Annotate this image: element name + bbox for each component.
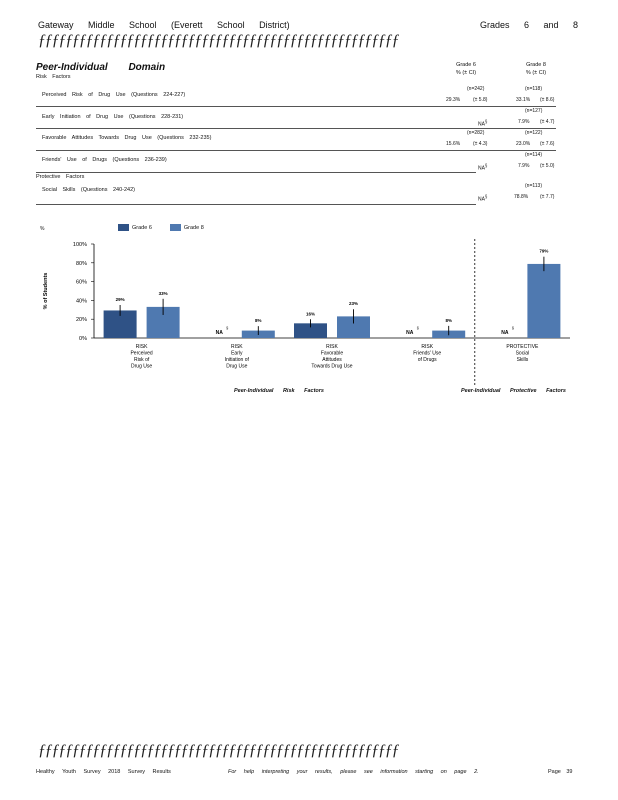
row-g8-pct: 78.8%: [514, 194, 529, 200]
bar-value-label: 8%: [255, 318, 262, 324]
domain-label-protective: Peer-Individual Protective Factors: [461, 388, 566, 394]
y-axis-label: % of Students: [43, 272, 49, 310]
row-g8-n: (n=127): [525, 108, 543, 114]
row-g6-n: (n=242): [467, 86, 485, 92]
na-label: NA: [406, 330, 414, 336]
protective-factors-heading: Protective Factors: [36, 174, 85, 180]
grade6-title: Grade 6: [456, 62, 476, 68]
row-g6-ci: (± 4.3): [473, 141, 488, 147]
row-label: Early Initiation of Drug Use (Questions 228-231): [42, 114, 184, 120]
row-g6-n: (n=282): [467, 130, 485, 136]
grades-label: Grades 6 and 8: [479, 20, 578, 30]
row-g8-pct: 23.0%: [516, 141, 531, 147]
x-category-label: RISK Early Initiation of Drug Use: [224, 344, 249, 370]
school-name: Gateway Middle School (Everett School District): [38, 20, 290, 30]
footer-help-text: For help interpreting your results, please see information starting on page 2.: [228, 769, 479, 775]
row-g8-n: (n=113): [525, 183, 543, 189]
row-g8-ci: (± 4.7): [540, 119, 555, 125]
y-tick-label: 40%: [75, 298, 87, 305]
row-g8-n: (n=118): [525, 86, 543, 92]
row-g6-pct: NA§: [478, 194, 488, 203]
row-g8-pct: 7.9%: [518, 163, 530, 169]
percent-symbol: %: [40, 226, 45, 232]
row-g8-ci: (± 8.6): [540, 97, 555, 103]
row-g6-pct: NA§: [478, 119, 488, 128]
grade8-title: Grade 8: [526, 62, 546, 68]
bar-value-label: 8%: [445, 317, 452, 323]
bar-grade-8: [527, 264, 560, 338]
row-g6-pct: 29.3%: [446, 97, 461, 103]
footer-survey-title: Healthy Youth Survey 2018 Survey Results: [36, 769, 171, 775]
domain-title: Peer-Individual Domain: [36, 62, 166, 73]
bar-value-label: 29%: [115, 297, 125, 303]
bar-value-label: 23%: [348, 301, 359, 307]
top-separator: ƒƒƒƒƒƒƒƒƒƒƒƒƒƒƒƒƒƒƒƒƒƒƒƒƒƒƒƒƒƒƒƒƒƒƒƒƒƒƒƒƒƒƒƒƒƒƒƒƒƒƒƒƒ: [38, 32, 399, 49]
na-footnote-mark: §: [511, 325, 515, 330]
na-label: NA: [215, 330, 223, 336]
legend-label-grade6: Grade 6: [132, 224, 152, 231]
y-tick-label: 20%: [75, 317, 87, 324]
y-tick-label: 60%: [75, 279, 87, 286]
y-tick-label: 80%: [75, 260, 87, 267]
domain-label-risk: Peer-Individual Risk Factors: [234, 388, 324, 394]
grade8-subtitle: % (± CI): [525, 70, 547, 76]
na-footnote-mark: §: [226, 325, 229, 330]
risk-factors-heading: Risk Factors: [36, 74, 71, 80]
row-label: Friends' Use of Drugs (Questions 236-239): [42, 157, 167, 163]
row-g8-n: (n=114): [525, 152, 543, 158]
x-category-label: RISK Friends' Use of Drugs: [413, 344, 442, 363]
na-label: NA: [501, 330, 509, 336]
bar-value-label: 79%: [539, 248, 549, 254]
bottom-separator: ƒƒƒƒƒƒƒƒƒƒƒƒƒƒƒƒƒƒƒƒƒƒƒƒƒƒƒƒƒƒƒƒƒƒƒƒƒƒƒƒƒƒƒƒƒƒƒƒƒƒƒƒƒ: [38, 742, 399, 759]
footer-page-number: Page 39: [548, 769, 573, 775]
row-g8-ci: (± 7.7): [540, 194, 555, 200]
row-g8-n: (n=122): [525, 130, 543, 136]
y-tick-label: 100%: [72, 242, 87, 248]
x-category-label: RISK Favorable Attitudes Towards Drug Use: [311, 344, 353, 370]
y-tick-label: 0%: [79, 336, 87, 342]
row-g6-pct: NA§: [478, 163, 488, 172]
na-footnote-mark: §: [416, 325, 419, 330]
row-g8-pct: 33.1%: [516, 97, 531, 103]
row-g6-ci: (± 5.8): [473, 97, 488, 103]
bar-value-label: 33%: [158, 290, 168, 296]
grade6-subtitle: % (± CI): [455, 70, 477, 76]
row-g8-pct: 7.9%: [518, 119, 530, 125]
x-category-label: PROTECTIVE Social Skills: [506, 344, 539, 363]
row-label: Favorable Attitudes Towards Drug Use (Questions 232-235): [42, 135, 212, 141]
row-g8-ci: (± 5.0): [540, 163, 555, 169]
row-label: Social Skills (Questions 240-242): [42, 187, 136, 193]
bar-value-label: 16%: [305, 311, 316, 317]
row-label: Perceived Risk of Drug Use (Questions 224-227): [42, 92, 186, 98]
x-category-label: RISK Perceived Risk of Drug Use: [130, 344, 153, 370]
row-g8-ci: (± 7.6): [540, 141, 555, 147]
row-g6-pct: 15.6%: [446, 141, 461, 147]
legend-label-grade8: Grade 8: [183, 224, 204, 231]
